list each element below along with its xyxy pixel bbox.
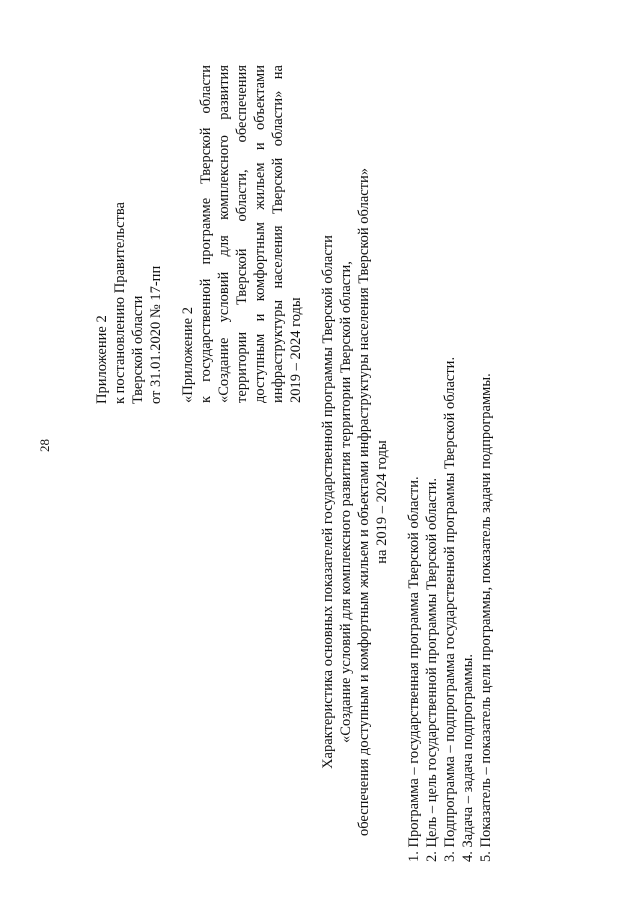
appendix-quote-line: «Создание условий для комплексного развития	[216, 65, 232, 403]
appendix-quote-line: «Приложение 2	[180, 307, 196, 403]
appendix-quote-line: доступным и комфортным жильем и объектами	[252, 65, 268, 403]
document-title	[319, 152, 391, 852]
appendix-header-line: Приложение 2	[94, 315, 110, 404]
appendix-quote	[179, 65, 305, 403]
definition-item: 4. Задача – задача подпрограммы.	[460, 654, 476, 862]
definition-item: 5. Показатель – показатель цели программы, показатель задачи подпрограммы.	[478, 373, 494, 862]
appendix-quote-line: к государственной программе Тверской области	[198, 65, 214, 403]
definitions-list	[405, 302, 495, 862]
title-line: Характеристика основных показателей государственной программы Тверской области	[320, 235, 336, 769]
definition-item: 2. Цель – цель государственной программы Тверской области.	[424, 477, 440, 862]
appendix-header-line: к постановлению Правительства	[112, 202, 128, 404]
appendix-header-line: от 31.01.2020 № 17-пп	[148, 265, 164, 404]
title-line: обеспечения доступным и комфортным жильем и объектами инфраструктуры населения Тверской области»	[356, 167, 372, 837]
appendix-quote-line: территории Тверской области, обеспечения	[234, 65, 250, 403]
appendix-quote-line: 2019 – 2024 годы	[288, 297, 304, 403]
title-line: на 2019 – 2024 годы	[374, 440, 390, 564]
appendix-quote-line: инфраструктуры населения Тверской области» на	[270, 65, 286, 403]
appendix-header-line: Тверской области	[130, 295, 146, 404]
appendix-header	[93, 104, 165, 404]
page-number: 28	[37, 439, 52, 452]
definition-item: 3. Подпрограмма – подпрограмма государственной программы Тверской области.	[442, 356, 458, 862]
definition-item: 1. Программа – государственная программа Тверской области.	[406, 476, 422, 862]
title-line: «Создание условий для комплексного развития территории Тверской области,	[338, 261, 354, 743]
